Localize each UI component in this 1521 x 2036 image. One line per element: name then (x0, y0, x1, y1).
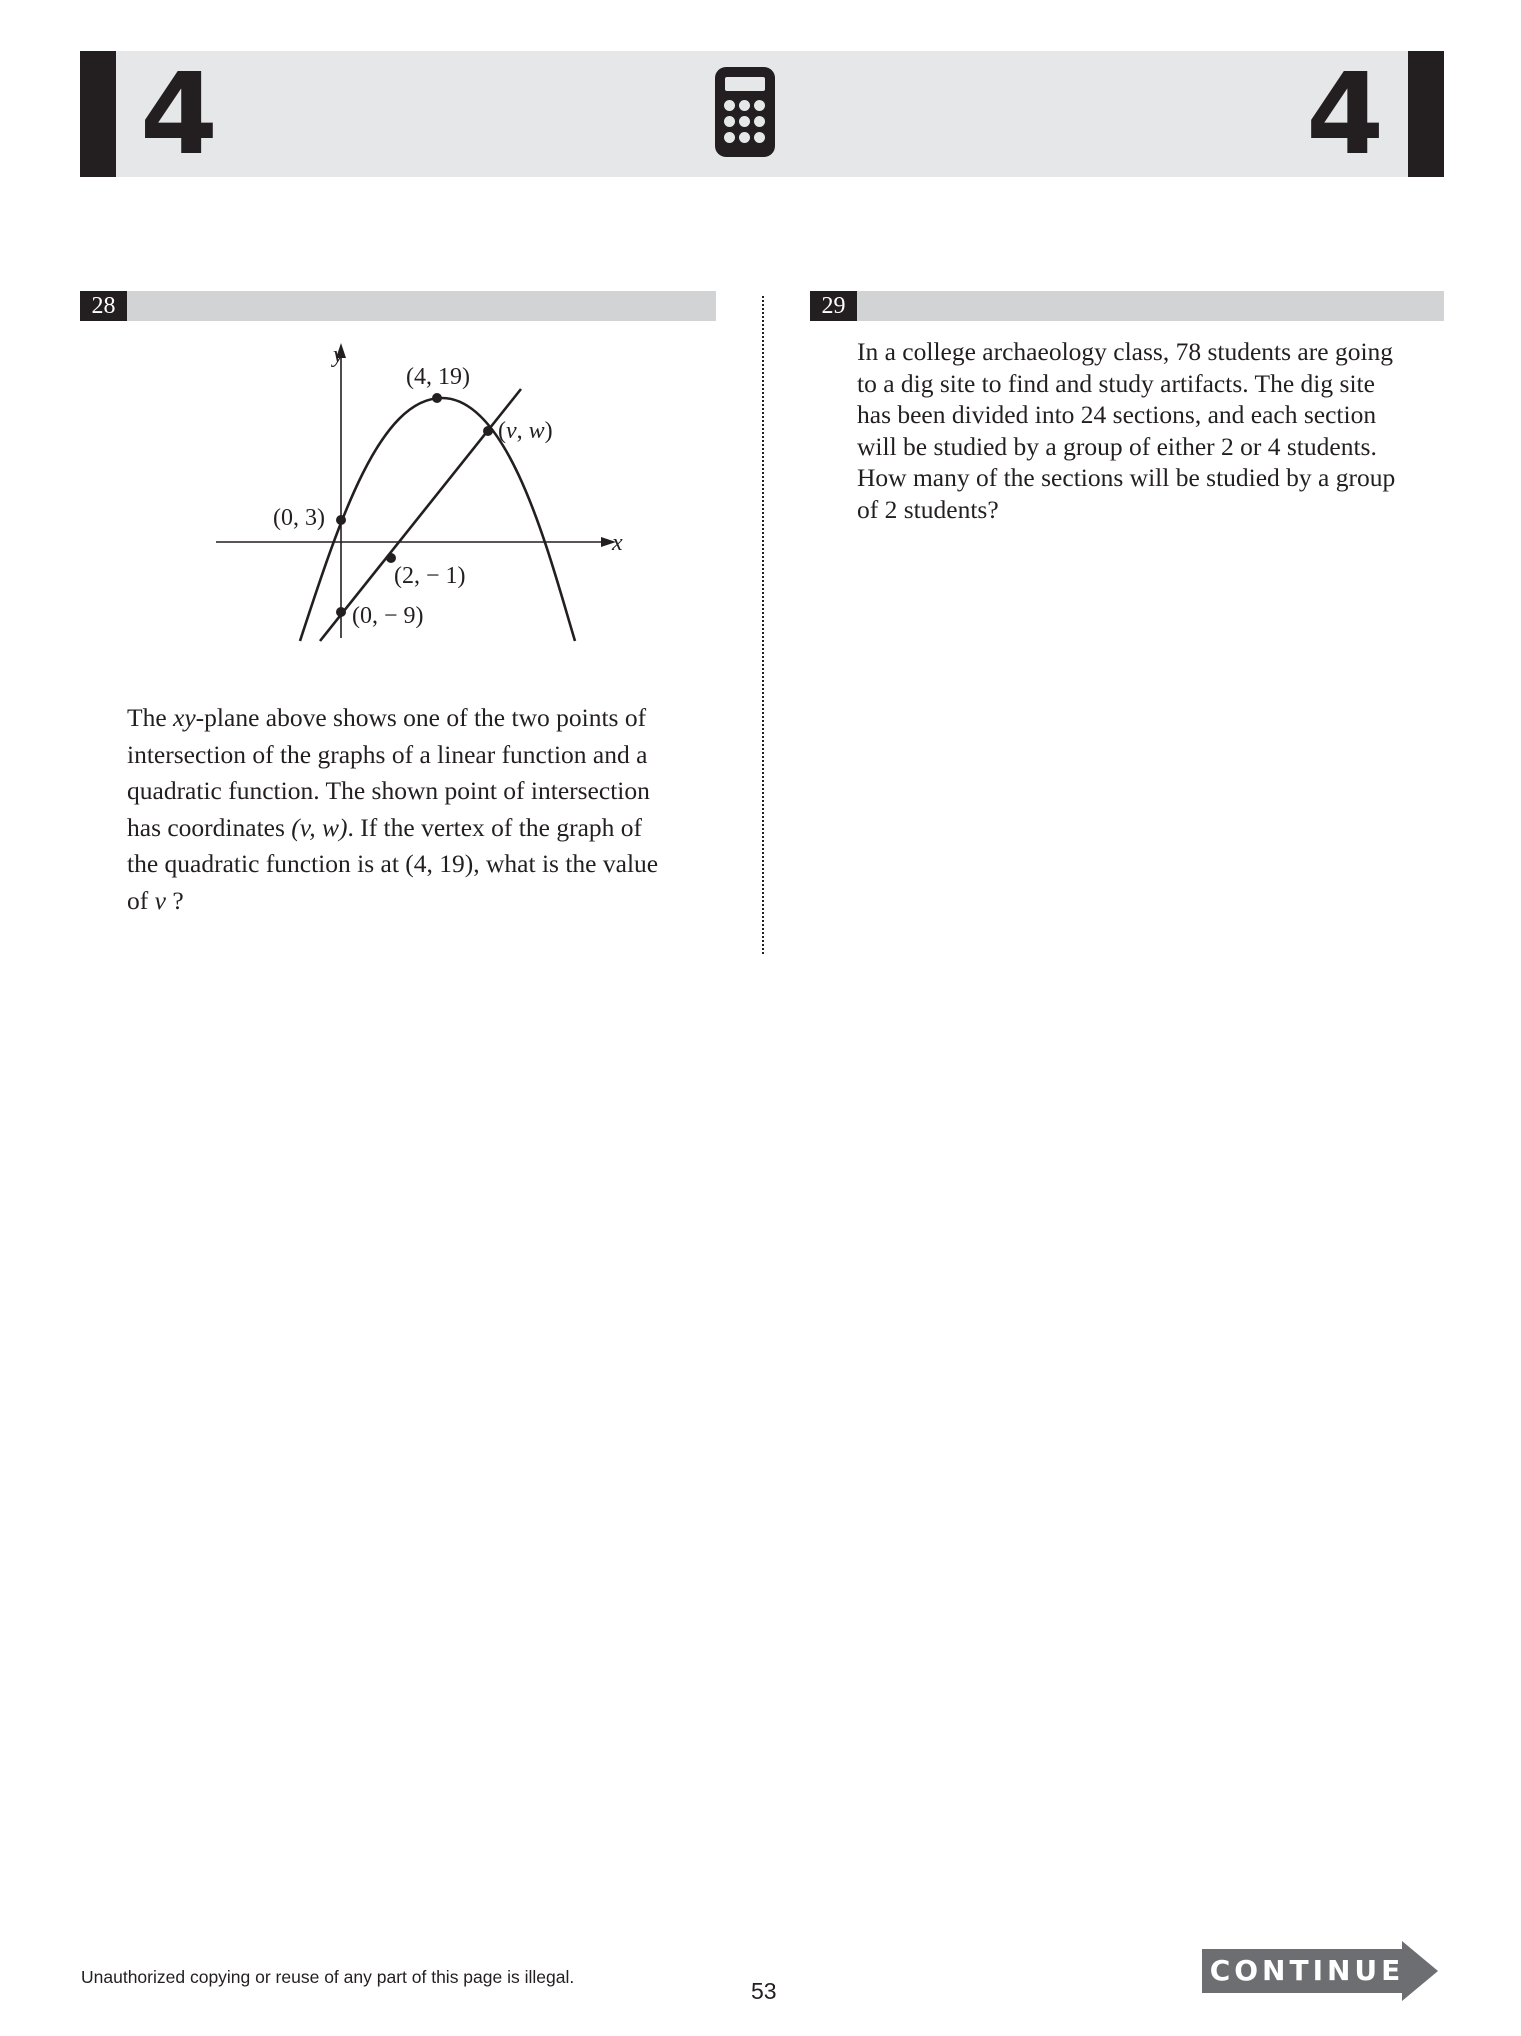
section-header (80, 50, 1444, 180)
text-line: has coordinates (v, w). If the vertex of the graph of (127, 812, 642, 842)
continue-button[interactable] (1202, 1941, 1438, 2001)
vertex-label: (4, 19) (406, 364, 470, 390)
question-29-text (857, 336, 1457, 525)
text-line: of v ? (127, 885, 184, 915)
vertex-point (432, 393, 442, 403)
question-number: 29 (810, 291, 857, 321)
question-number: 28 (80, 291, 127, 321)
line-point (386, 553, 396, 563)
column-divider (762, 296, 764, 954)
continue-label: CONTINUE (1209, 1954, 1405, 1987)
x-axis-label: x (612, 530, 623, 556)
page-number: 53 (751, 1978, 777, 2004)
header-right-bar (1408, 51, 1444, 177)
line-point-label: (2, − 1) (394, 563, 466, 589)
text-line: has been divided into 24 sections, and each section (857, 400, 1377, 429)
text-line: How many of the sections will be studied by a group (857, 463, 1396, 492)
copyright-notice: Unauthorized copying or reuse of any part of this page is illegal. (81, 1967, 575, 1987)
text-line: The xy-plane above shows one of the two points of (127, 703, 647, 732)
text-line: to a dig site to find and study artifacts. The dig site (857, 368, 1375, 398)
coordinate-graph (200, 338, 623, 648)
parabola-y-intercept-point (336, 515, 346, 525)
question-28-header (80, 291, 716, 321)
parabola-y-intercept-label: (0, 3) (273, 505, 325, 531)
text-line: quadratic function. The shown point of intersection (127, 776, 650, 805)
text-line: the quadratic function is at (4, 19), what is the value (127, 849, 659, 878)
line-y-intercept-point (336, 607, 346, 617)
section-number-left: 4 (140, 50, 218, 180)
intersection-point (483, 426, 493, 436)
line-y-intercept-label: (0, − 9) (352, 603, 424, 629)
question-29-header (810, 291, 1444, 321)
section-number-right: 4 (1306, 50, 1384, 180)
y-axis-label: y (333, 342, 344, 368)
header-left-bar (80, 51, 116, 177)
text-line: intersection of the graphs of a linear function and a (127, 739, 648, 769)
question-28-text (127, 700, 727, 919)
text-line: In a college archaeology class, 78 students are going (857, 337, 1394, 366)
intersection-label: (v, w) (498, 418, 553, 444)
calculator-icon (715, 67, 775, 157)
text-line: of 2 students? (857, 494, 999, 524)
text-line: will be studied by a group of either 2 or 4 students. (857, 431, 1377, 461)
